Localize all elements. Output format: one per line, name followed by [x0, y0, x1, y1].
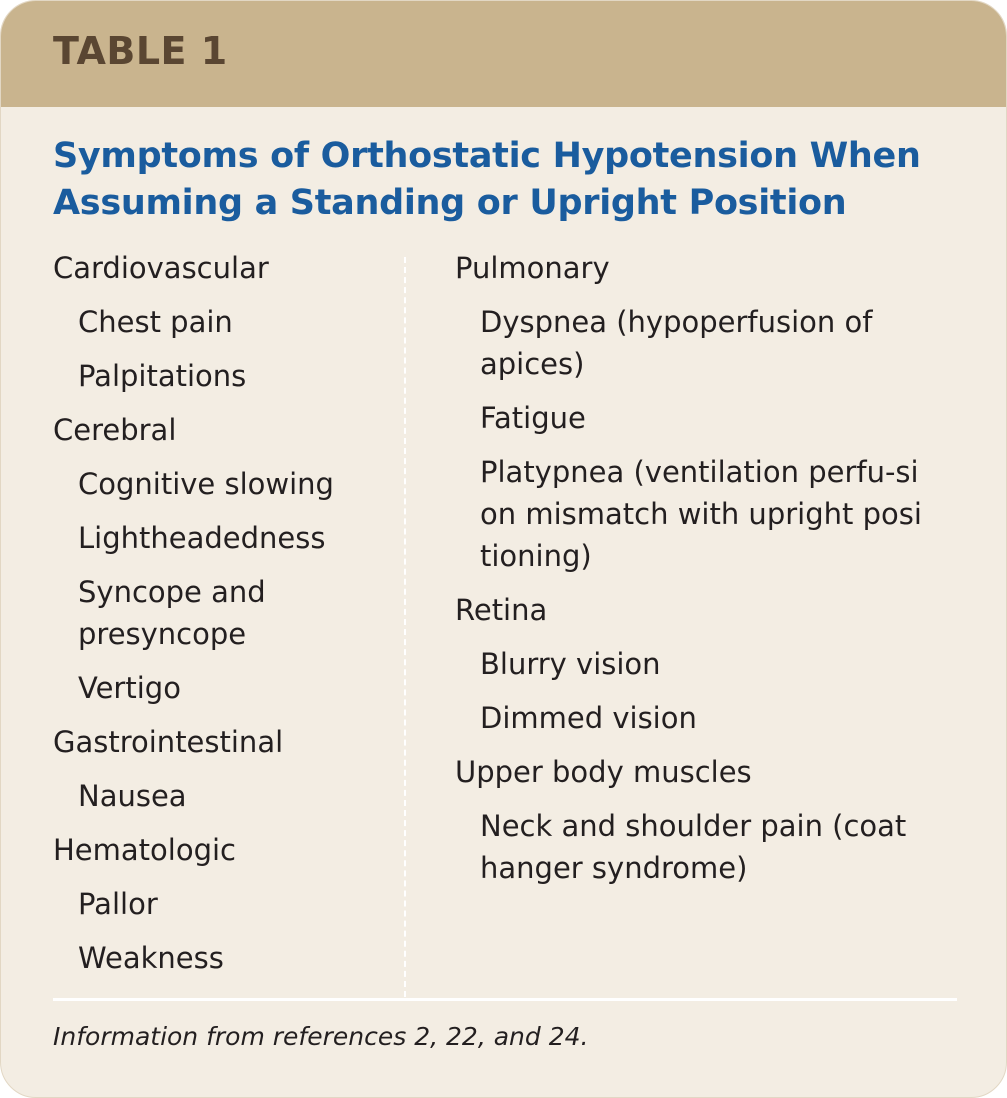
- symptom-item: Lightheadedness: [78, 521, 326, 555]
- symptom-item: Dyspnea (hypoperfusion of apices): [480, 305, 873, 381]
- symptom-item: Palpitations: [78, 359, 247, 393]
- symptom-item: Neck and shoulder pain (coat hanger syndrome): [480, 809, 907, 885]
- symptom-item: Nausea: [78, 779, 187, 813]
- symptom-item: Weakness: [78, 941, 224, 975]
- header-bar: [1, 1, 1006, 107]
- symptom-item: Pallor: [78, 887, 158, 921]
- category-cardiovascular: Cardiovascular: [53, 251, 269, 285]
- symptom-item: Platypnea (ventilation perfu-sion mismatch with upright positioning): [480, 455, 922, 573]
- symptom-item: Blurry vision: [480, 647, 661, 681]
- category-retina: Retina: [455, 593, 548, 627]
- left-column: [53, 247, 393, 979]
- symptom-item: Dimmed vision: [480, 701, 697, 735]
- category-gastrointestinal: Gastrointestinal: [53, 725, 284, 759]
- column-divider: [404, 257, 406, 997]
- table-label: TABLE 1: [53, 29, 228, 73]
- symptom-item: Chest pain: [78, 305, 233, 339]
- table-title: Symptoms of Orthostatic Hypotension When Assuming a Standing or Upright Position: [53, 136, 921, 223]
- category-pulmonary: Pulmonary: [455, 251, 610, 285]
- category-cerebral: Cerebral: [53, 413, 177, 447]
- right-column: [455, 247, 965, 889]
- category-upper-body-muscles: Upper body muscles: [455, 755, 752, 789]
- footer-divider: [53, 998, 957, 1001]
- footnote: Information from references 2, 22, and 24.: [53, 1022, 589, 1051]
- symptom-item: Syncope and presyncope: [78, 575, 266, 651]
- symptom-item: Fatigue: [480, 401, 586, 435]
- category-hematologic: Hematologic: [53, 833, 236, 867]
- symptom-item: Cognitive slowing: [78, 467, 334, 501]
- symptom-item: Vertigo: [78, 671, 181, 705]
